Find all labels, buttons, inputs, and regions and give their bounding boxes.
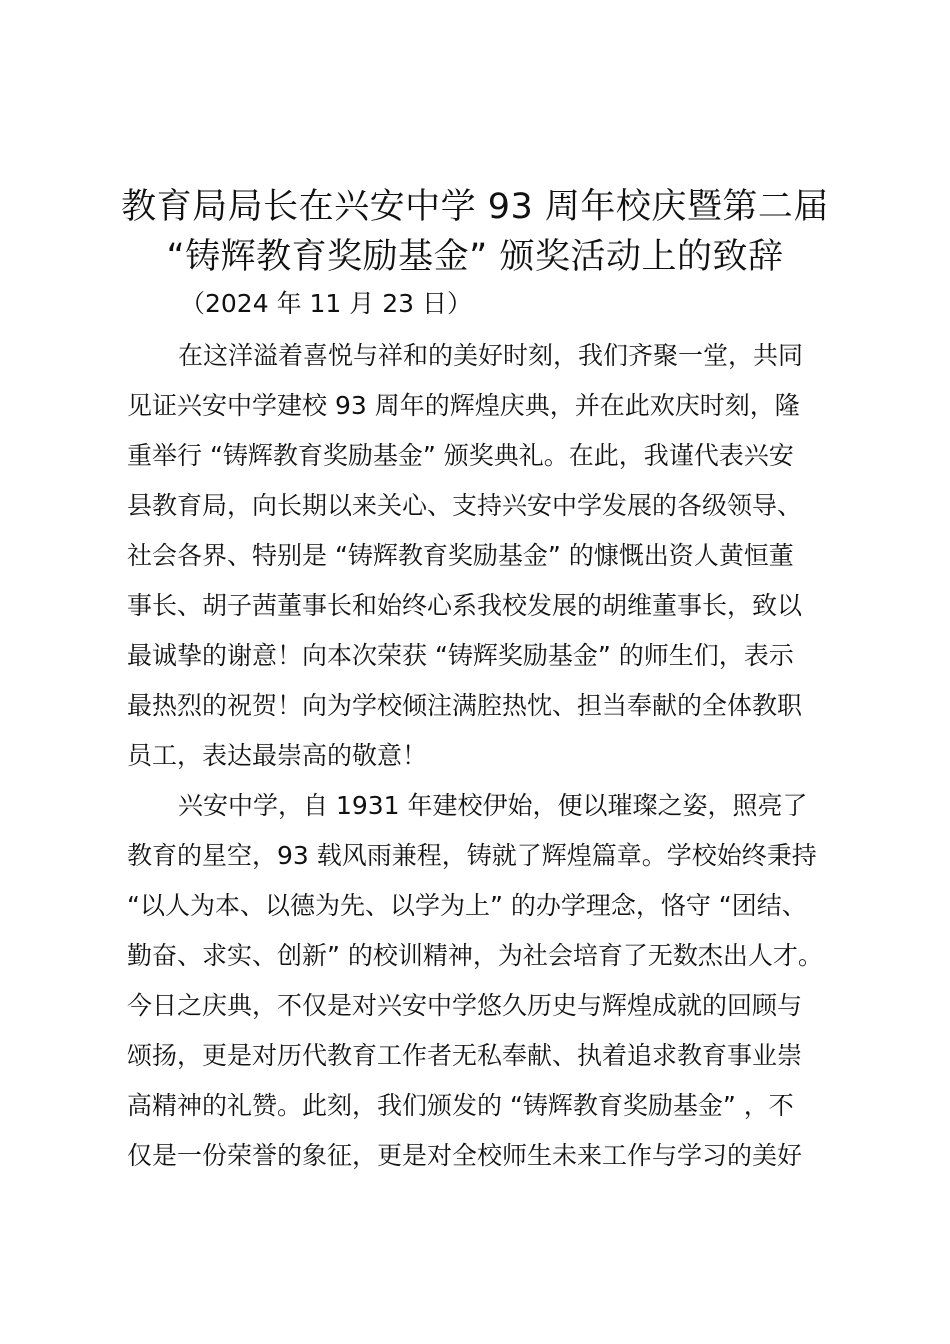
paragraph-2-line: 教育的星空，93 载风雨兼程，铸就了辉煌篇章。学校始终秉持 (127, 841, 817, 870)
paragraph-1-line: 社会各界、特别是 “铸辉教育奖励基金” 的慷慨出资人黄恒董 (127, 541, 794, 570)
paragraph-1-line: 县教育局，向长期以来关心、支持兴安中学发展的各级领导、 (127, 491, 803, 520)
paragraph-2-line: 今日之庆典，不仅是对兴安中学悠久历史与辉煌成就的回顾与 (127, 991, 803, 1020)
title-line-2: “铸辉教育奖励基金” 颁奖活动上的致辞 (166, 237, 784, 277)
paragraph-2-line: 颂扬，更是对历代教育工作者无私奉献、执着追求教育事业崇 (127, 1041, 803, 1070)
paragraph-1-line: 事长、胡子茜董事长和始终心系我校发展的胡维董事长，致以 (127, 591, 803, 620)
paragraph-2-line: 兴安中学，自 1931 年建校伊始，便以璀璨之姿，照亮了 (178, 791, 808, 820)
paragraph-1-line: 最诚挚的谢意！向本次荣获 “铸辉奖励基金” 的师生们，表示 (127, 641, 794, 670)
paragraph-1-line: 最热烈的祝贺！向为学校倾注满腔热忱、担当奉献的全体教职 (127, 691, 803, 720)
paragraph-1-line: 在这洋溢着喜悦与祥和的美好时刻，我们齐聚一堂，共同 (178, 341, 804, 370)
paragraph-1-line: 重举行 “铸辉教育奖励基金” 颁奖典礼。在此，我谨代表兴安 (127, 441, 794, 470)
title-line-1: 教育局局长在兴安中学 93 周年校庆暨第二届 (121, 187, 829, 227)
paragraph-2-line: 高精神的礼赞。此刻，我们颁发的 “铸辉教育奖励基金” ，不 (127, 1091, 794, 1120)
paragraph-2-line: 仅是一份荣誉的象征，更是对全校师生未来工作与学习的美好 (127, 1141, 803, 1170)
paragraph-2-line: 勤奋、求实、创新” 的校训精神，为社会培育了无数杰出人才。 (127, 941, 823, 970)
paragraph-2-line: “以人为本、以德为先、以学为上” 的办学理念，恪守 “团结、 (127, 891, 807, 920)
paragraph-1-line: 员工，表达最崇高的敬意！ (127, 741, 428, 770)
speech-date: （2024 年 11 月 23 日） (180, 289, 472, 318)
paragraph-1-line: 见证兴安中学建校 93 周年的辉煌庆典，并在此欢庆时刻，隆 (127, 391, 800, 420)
